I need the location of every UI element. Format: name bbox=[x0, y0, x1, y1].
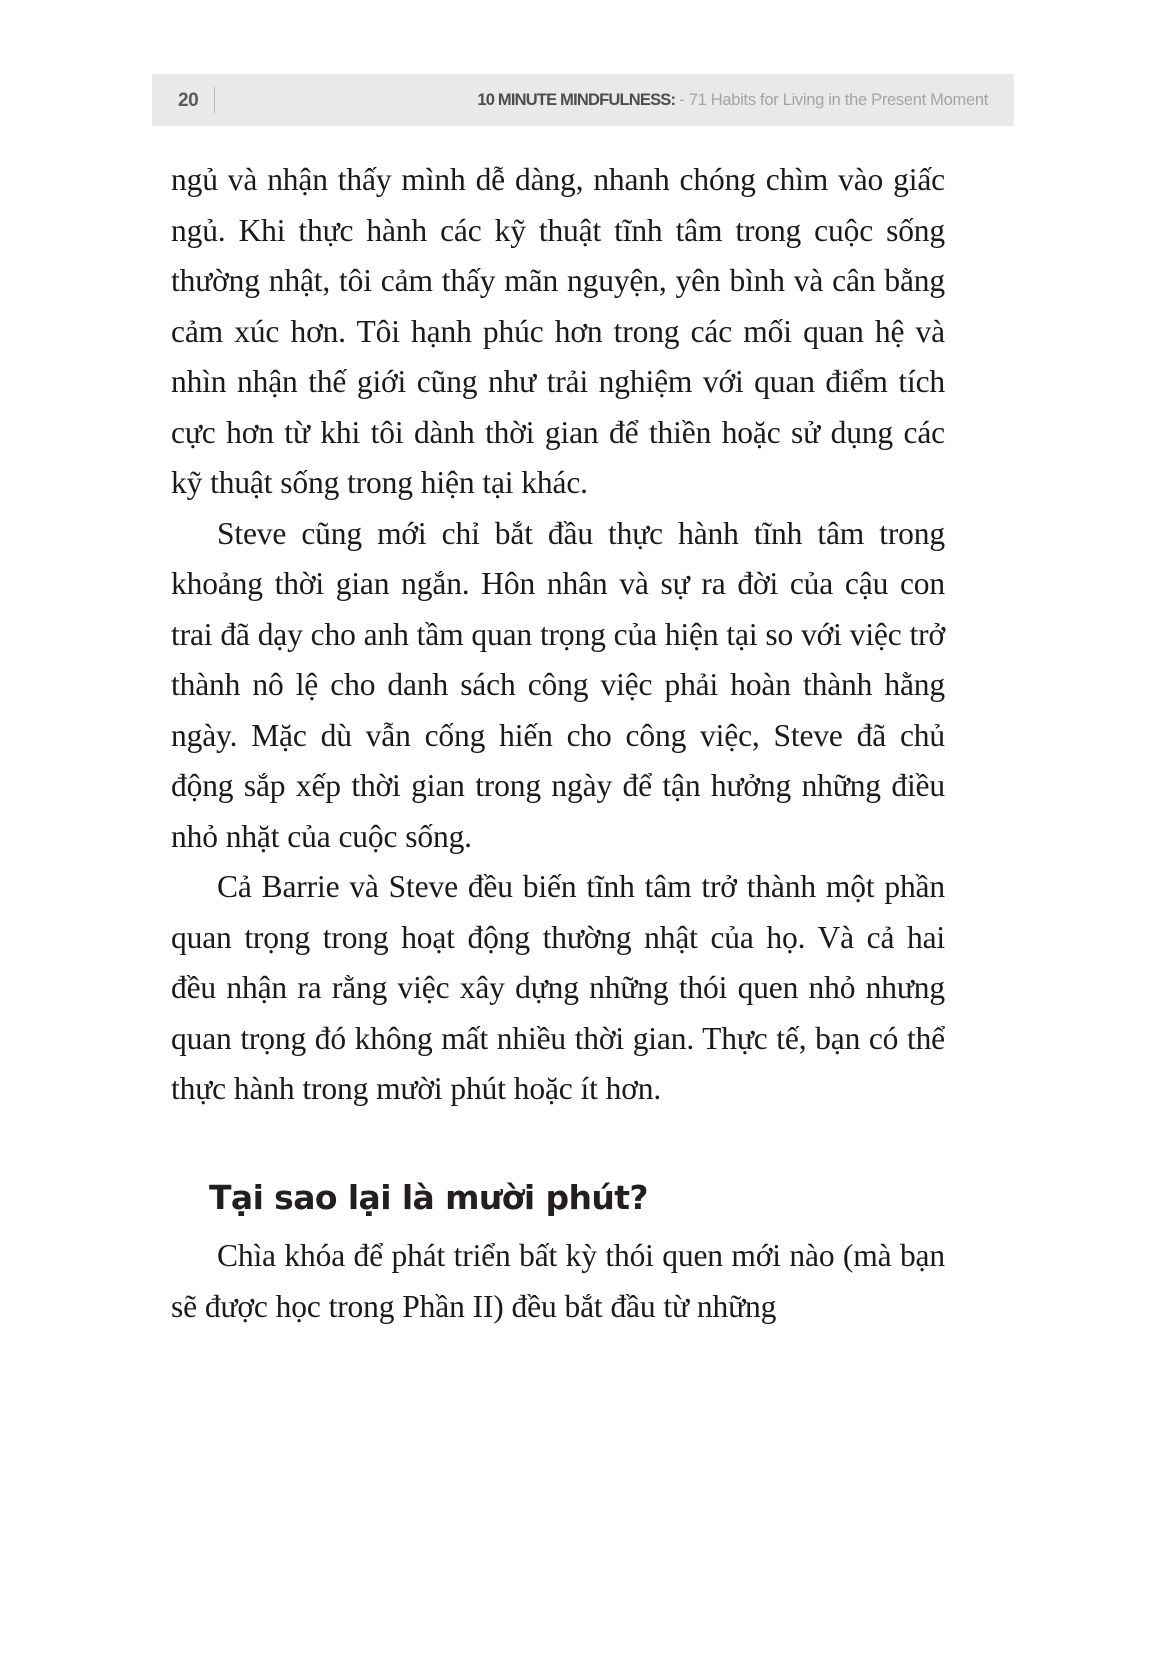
body-paragraph: ngủ và nhận thấy mình dễ dàng, nhanh chóng chìm vào giấc ngủ. Khi thực hành các kỹ thuật tĩnh tâm trong cuộc sống thường nhật, tôi cảm thấy mãn nguyện, yên bình và cân bằng cảm xúc hơn. Tôi hạnh phúc hơn trong các mối quan hệ và nhìn nhận thế giới cũng như trải nghiệm với quan điểm tích cực hơn từ khi tôi dành thời gian để thiền hoặc sử dụng các kỹ thuật sống trong hiện tại khác. bbox=[171, 162, 945, 500]
page-text-column bbox=[171, 155, 945, 1332]
body-paragraph: Chìa khóa để phát triển bất kỳ thói quen mới nào (mà bạn sẽ được học trong Phần II) đều bắt đầu từ những bbox=[171, 1238, 945, 1324]
header-divider bbox=[214, 87, 215, 113]
header-book-subtitle: - 71 Habits for Living in the Present Moment bbox=[679, 90, 988, 109]
body-paragraph: Steve cũng mới chỉ bắt đầu thực hành tĩnh tâm trong khoảng thời gian ngắn. Hôn nhân và sự ra đời của cậu con trai đã dạy cho anh tầm quan trọng của hiện tại so với việc trở thành nô lệ cho danh sách công việc phải hoàn thành hằng ngày. Mặc dù vẫn cống hiến cho công việc, Steve đã chủ động sắp xếp thời gian trong ngày để tận hưởng những điều nhỏ nhặt của cuộc sống. bbox=[171, 515, 945, 854]
header-book-title: 10 MINUTE MINDFULNESS: bbox=[477, 90, 676, 109]
running-header bbox=[152, 74, 1014, 126]
page-number: 20 bbox=[178, 89, 199, 111]
body-paragraph: Cả Barrie và Steve đều biến tĩnh tâm trở thành một phần quan trọng trong hoạt động thường nhật của họ. Và cả hai đều nhận ra rằng việc xây dựng những thói quen nhỏ nhưng quan trọng đó không mất nhiều thời gian. Thực tế, bạn có thể thực hành trong mười phút hoặc ít hơn. bbox=[171, 869, 945, 1106]
section-heading: Tại sao lại là mười phút? bbox=[209, 1177, 648, 1217]
header-title bbox=[231, 92, 988, 109]
